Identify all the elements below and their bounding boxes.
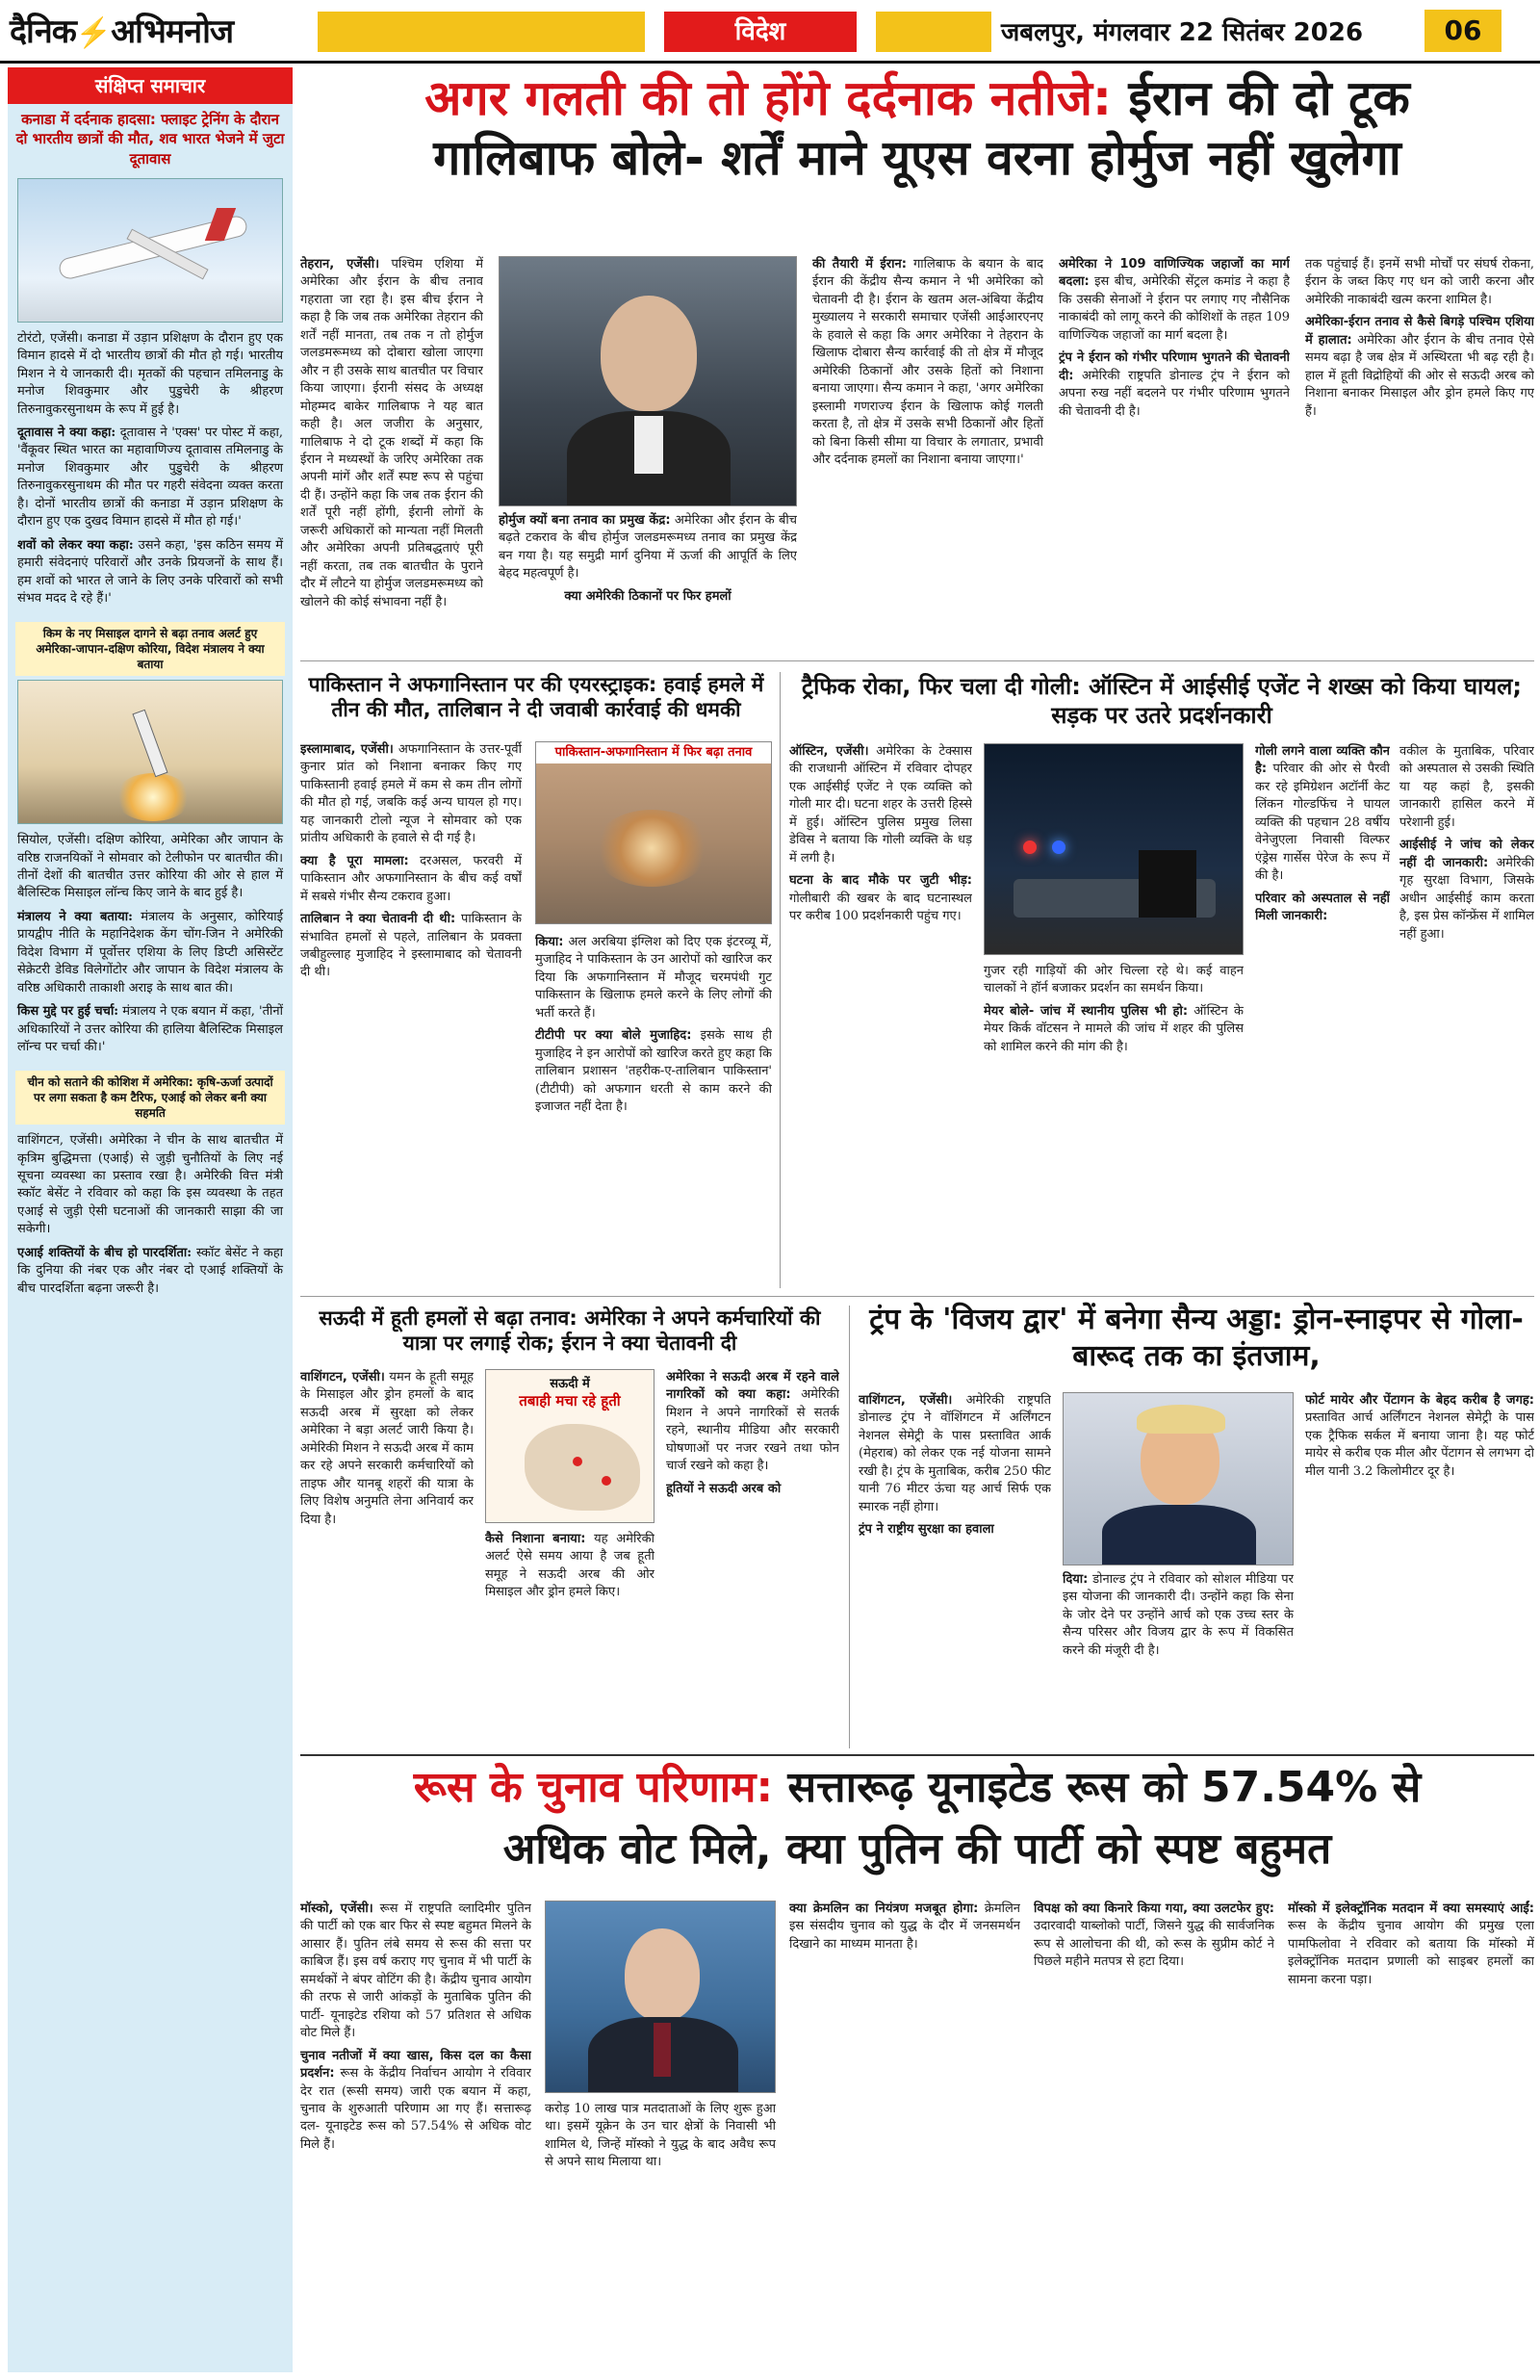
saudi-headline: सऊदी में हूती हमलों से बढ़ा तनाव: अमेरिका ने अपने कर्मचारियों की यात्रा पर लगाई रोक; ईरान ने क्या चेतावनी दी <box>319 1306 821 1356</box>
missile-launch-photo <box>17 680 283 824</box>
map-marker-icon <box>602 1476 611 1486</box>
sidebar-story1-body <box>8 326 293 618</box>
lead-sub-hormuz-text: अमेरिका और ईरान के बीच बढ़ते टकराव के बीच होर्मुज जलडमरूमध्य तनाव का प्रमुख केंद्र बन गया है। यह समुद्री मार्ग दुनिया में ऊर्जा की आपूर्ति के लिए बेहद महत्वपूर्ण है। <box>499 513 797 582</box>
lead-headline-red: अगर गलती की तो होंगे दर्दनाक नतीजे: <box>424 70 1112 126</box>
sidebar-story3-para1: वाशिंगटन, एजेंसी। अमेरिका ने चीन के साथ बातचीत में कृत्रिम बुद्धिमत्ता (एआई) से जुड़ी चुनौतियों के लिए नई सूचना व्यवस्था का प्रस्ताव रखा है। अमेरिकी वित्त मंत्री स्कॉट बेसेंट ने रविवार को कहा कि इस व्यवस्था के तहत एआई से जुड़ी ऐसी घटनाओं की जानकारी साझा की जा सकेगी। <box>17 1133 283 1237</box>
newspaper-logo <box>10 8 233 52</box>
saudi-sub1-text: यह अमेरिकी अलर्ट ऐसे समय आया है जब हूती समूह ने सऊदी अरब की ओर मिसाइल और ड्रोन हमले किए। <box>485 1532 654 1600</box>
saudi-column-2 <box>485 1531 654 1745</box>
lead-col3-subhead: की तैयारी में ईरान: <box>812 257 907 272</box>
sidebar-story2-subhead2: मंत्रालय ने क्या बताया: <box>17 909 133 924</box>
saudi-sub3: हूतियों ने सऊदी अरब को <box>666 1481 782 1496</box>
austin-column-1 <box>789 743 972 1282</box>
portrait-face <box>601 296 697 411</box>
trump-column-2 <box>1063 1571 1294 1745</box>
lead-col4-subhead: अमेरिका ने 109 वाणिज्यिक जहाजों का मार्ग बदला: <box>1059 257 1290 290</box>
lead-col5-text: तक पहुंचाई हैं। इनमें सभी मोर्चों पर संघर्ष रोकना, ईरान के जब्त किए गए धन को जारी करना और अमेरिकी नाकाबंदी खत्म करना शामिल है। <box>1305 257 1534 307</box>
austin-night-scene-photo <box>984 743 1244 955</box>
putin-photo <box>545 1901 776 2093</box>
afpak-headline: पाकिस्तान ने अफगानिस्तान पर की एयरस्ट्राइक: हवाई हमले में तीन की मौत, तालिबान ने दी जवाबी कार्रवाई की धमकी <box>308 673 764 722</box>
portrait-face <box>625 1928 700 2021</box>
lead-column-1 <box>300 256 483 651</box>
lead-column-4 <box>1059 256 1290 651</box>
lead-col5-subhead: अमेरिका-ईरान तनाव से कैसे बिगड़े पश्चिम एशिया में हालात: <box>1305 315 1534 348</box>
sidebar-story1-para3: उसने कहा, 'इस कठिन समय में हमारी संवेदनाएं परिवारों और उनके प्रियजनों के साथ हैं। हम शवों को भारत ले जाने के लिए उनके परिवारों को सभी संभव मदद दे रहे हैं।' <box>17 537 284 607</box>
lead-col1-text: पश्चिम एशिया में अमेरिका और ईरान के बीच तनाव गहराता जा रहा है। इस बीच ईरान ने कहा है कि जब तक अमेरिका तेहरान की शर्तें नहीं मानता, तब तक न तो होर्मुज जलडमरूमध्य को दोबारा खोला जाएगा और न ही उसके साथ बातचीत पर विचार किया जाएगा। ईरानी संसद के अध्यक्ष मोहम्मद बाकेर गालिबाफ ने यह बात कही है। अल जजीरा के अनुसार, गालिबाफ ने दो टूक शब्दों में कहा कि ईरान ने मध्यस्थों के जरिए अमेरिका तक अपनी मांगें और शर्तें स्पष्ट रूप से पहुंचा दी हैं। उन्होंने कहा कि जब तक ईरान की शर्तें पूरी नहीं होंगी, ईरानी लोगों के जरूरी अधिकारों को मान्यता नहीं मिलती और अमेरिका अपनी प्रतिबद्धताएं पूरी नहीं करता, तब तक बातचीत के पुराने दौर में लौटने या होर्मुज जलडमरूमध्य को खोलने की कोई संभावना नहीं है। <box>300 257 483 609</box>
sidebar-brief-news <box>8 67 293 2372</box>
afpak-sub1: क्या है पूरा मामला: <box>300 853 409 868</box>
map-marker-icon <box>573 1457 582 1466</box>
trump-sub2-text: प्रस्तावित आर्च अर्लिंगटन नेशनल सेमेट्री के पास एक ट्रैफिक सर्कल में बनाया जाना है। यह फोर्ट मायेर से करीब एक मील और पेंटागन से लगभग दो मील यानी 3.2 किलोमीटर दूर है। <box>1305 1410 1534 1479</box>
section-label: विदेश <box>664 12 857 52</box>
russia-column-2 <box>545 2101 776 2372</box>
russia-sub4-text: रूस के केंद्रीय चुनाव आयोग की प्रमुख एला पामफिलोवा ने रविवार को बताया कि मॉस्को में इलेक्ट्रॉनिक मतदान प्रणाली को साइबर हमलों का सामना करना पड़ा। <box>1288 1919 1534 1987</box>
police-light <box>1023 841 1037 854</box>
lead-col4-text: इस बीच, अमेरिकी सेंट्रल कमांड ने कहा है कि उसकी सेनाओं ने ईरान पर लगाए गए नौसैनिक नाकाबंदी को लागू करने की कोशिशों के तहत 109 वाणिज्यिक जहाजों का मार्ग बदला है। <box>1059 274 1290 343</box>
afpak-column-2 <box>535 934 772 1281</box>
russia-column-1 <box>300 1901 531 2372</box>
trump-column-1 <box>859 1392 1051 1745</box>
afpak-sub2-text: पाकिस्तान के संभावित हमलों से पहले, तालिबान के प्रवक्ता जबीहुल्लाह मुजाहिद ने इस्लामाबाद को चेतावनी दी थी। <box>300 912 522 980</box>
sidebar-story2-body <box>8 828 293 1066</box>
logo-part1: दैनिक <box>10 13 76 51</box>
sidebar-story2-para1: सियोल, एजेंसी। दक्षिण कोरिया, अमेरिका और जापान के वरिष्ठ राजनयिकों ने सोमवार को टेलीफोन पर बातचीत की। तीनों देशों की बातचीत उत्तर कोरिया की ओर से हाल में बैलिस्टिक मिसाइल लॉन्च किए जाने के बाद हुई है। <box>17 833 283 901</box>
trump-column-3 <box>1305 1392 1534 1745</box>
sidebar-story3-body <box>8 1128 293 1307</box>
lead-col4-text2: अमेरिकी राष्ट्रपति डोनाल्ड ट्रंप ने ईरान को अपना रुख नहीं बदलने पर गंभीर परिणाम भुगतने की चेतावनी दी है। <box>1059 368 1290 419</box>
divider <box>300 1754 1534 1756</box>
sidebar-story1-subhead3: शवों को लेकर क्या कहा: <box>17 537 134 553</box>
austin-photo-caption: गुजर रही गाड़ियों की ओर चिल्ला रहे थे। कई वाहन चालकों ने हॉर्न बजाकर प्रदर्शन का समर्थन किया। <box>984 964 1244 996</box>
austin-column-4 <box>1399 743 1534 1282</box>
austin-column-3 <box>1255 743 1390 1282</box>
afpak-sub3: टीटीपी पर क्या बोले मुजाहिद: <box>535 1028 692 1044</box>
afpak-caption-lead: किया: <box>535 935 564 949</box>
portrait-suit <box>1102 1505 1256 1565</box>
russia-column-3 <box>789 1901 1020 2372</box>
russia-sub2: क्या क्रेमलिन का नियंत्रण मजबूत होगा: <box>789 1901 979 1916</box>
russia-text: रूस में राष्ट्रपति व्लादिमीर पुतिन की पार्टी को एक बार फिर से स्पष्ट बहुमत मिलने के आसार हैं। पुतिन लंबे समय से रूस की सत्ता पर काबिज हैं। इस वर्ष कराए गए चुनाव में भी पार्टी के समर्थकों ने बंपर वोटिंग की है। केंद्रीय चुनाव आयोग की तरफ से जारी आंकड़ों के मुताबिक पुतिन की पार्टी- यूनाइटेड रशिया को 57 प्रतिशत से अधिक वोट मिले हैं। <box>300 1901 531 2041</box>
trump-dateline: वाशिंगटन, एजेंसी। <box>859 1393 953 1408</box>
portrait-tie <box>654 2023 671 2077</box>
afpak-text: अफगानिस्तान के उत्तर-पूर्वी कुनार प्रांत को निशाना बनाकर किए गए पाकिस्तानी हवाई हमले में कम से कम तीन लोगों की मौत हो गई, जबकि कई अन्य घायल हो गए। यह जानकारी टोलो न्यूज ने सोमवार को एक प्रांतीय अधिकारी के हवाले से दी गई है। <box>300 742 522 846</box>
trump-headline: ट्रंप के 'विजय द्वार' में बनेगा सैन्य अड्डा: ड्रोन-स्नाइपर से गोला-बारूद तक का इंतजाम, <box>869 1303 1524 1373</box>
sidebar-story3-subhead2: एआई शक्तियों के बीच हो पारदर्शिता: <box>17 1245 192 1260</box>
lead-col4-subhead2: ट्रंप ने ईरान को गंभीर परिणाम भुगतने की चेतावनी दी: <box>1059 350 1290 383</box>
lead-headline-line2: गालिबाफ बोले- शर्तें माने यूएस वरना होर्मुज नहीं खुलेगा <box>433 130 1401 186</box>
sidebar-story1-para1: टोरंटो, एजेंसी। कनाडा में उड़ान प्रशिक्षण के दौरान हुए एक विमान हादसे में दो भारतीय छात्रों की मौत हो गई। भारतीय मिशन ने ये जानकारी दी। मृतकों की पहचान तमिलनाडु के मनोज शिवकुमार और पुडुचेरी के श्रीहरण तिरुनावुकरसुनाथम के रूप में हुई है। <box>17 330 283 417</box>
austin-sub4-text: वकील के मुताबिक, परिवार को अस्पताल से उसकी स्थिति या यह कहां है, इसकी जानकारी हासिल करने में परेशानी हुई। <box>1399 744 1534 830</box>
afpak-caption: अल अरबिया इंग्लिश को दिए एक इंटरव्यू में, मुजाहिद ने पाकिस्तान के उन आरोपों को खारिज कर दिया कि अफगानिस्तान में मौजूद चरमपंथी गुट पाकिस्तान के खिलाफ हमले करने के लिए लोगों की भर्ती करते हैं। <box>535 935 772 1021</box>
page-number: 06 <box>1424 10 1502 52</box>
sidebar-story1-subhead2: दूतावास ने क्या कहा: <box>17 426 116 441</box>
portrait-hair <box>1137 1405 1225 1434</box>
austin-text: अमेरिका के टेक्सास की राजधानी ऑस्टिन में रविवार दोपहर एक आईसीई एजेंट ने एक व्यक्ति को गोली मार दी। घटना शहर के उत्तरी हिस्से में हुई। ऑस्टिन पुलिस प्रमुख लिसा डेविस ने बताया कि गोली व्यक्ति के धड़ में लगी है। <box>789 744 972 866</box>
afpak-strike-photo <box>535 741 772 924</box>
lead-sub-hormuz: होर्मुज क्यों बना तनाव का प्रमुख केंद्र: <box>499 513 671 528</box>
austin-sub3-text: परिवार की ओर से पैरवी कर रहे इमिग्रेशन अटॉर्नी केट लिंकन गोल्डफिंच ने घायल व्यक्ति की पहचान 28 वर्षीय वेनेजुएला निवासी विल्फर एंड्रेस गार्सेस पेरेज के रूप में की है। <box>1255 762 1390 884</box>
logo-part2: अभिमनोज <box>111 13 234 51</box>
saudi-column-1 <box>300 1369 474 1745</box>
russia-col2-text: करोड़ 10 लाख पात्र मतदाताओं के लिए शुरू हुआ था। इसमें यूक्रेन के उन चार क्षेत्रों के निवासी भी शामिल थे, जिन्हें मॉस्को ने युद्ध के बाद अवैध रूप से अपने साथ मिलाया था। <box>545 2102 776 2170</box>
divider <box>300 660 1534 661</box>
austin-dateline: ऑस्टिन, एजेंसी। <box>789 744 869 759</box>
sidebar-story2-para3: मंत्रालय ने एक बयान में कहा, 'तीनों अधिकारियों ने उत्तर कोरिया की हालिया बैलिस्टिक मिसाइल लॉन्च पर चर्चा की।' <box>17 1004 283 1055</box>
austin-sub2-text: ऑस्टिन के मेयर किर्क वॉटसन ने मामले की जांच में शहर की पुलिस को शामिल करने की मांग की है। <box>984 1003 1244 1054</box>
dateline: जबलपुर, मंगलवार 22 सितंबर 2026 <box>1001 18 1364 47</box>
russia-headline-red: रूस के चुनाव परिणाम: <box>413 1763 774 1812</box>
trump-sub2: फोर्ट मायेर और पेंटागन के बेहद करीब है जगह: <box>1305 1393 1534 1408</box>
sidebar-header: संक्षिप्त समाचार <box>8 67 293 104</box>
russia-headline-line2: अधिक वोट मिले, क्या पुतिन की पार्टी को स्पष्ट बहुमत <box>502 1824 1332 1874</box>
russia-sub4: मॉस्को में इलेक्ट्रॉनिक मतदान में क्या समस्याएं आईं: <box>1288 1901 1534 1916</box>
lead-headline-line1 <box>300 71 1534 127</box>
austin-sub5-text: अमेरिकी गृह सुरक्षा विभाग, जिसके अधीन आईसीई काम करता है, इस प्रेस कॉन्फ्रेंस में शामिल नहीं हुआ। <box>1399 855 1534 942</box>
sidebar-story3-headline: चीन को सताने की कोशिश में अमेरिका: कृषि-ऊर्जा उत्पादों पर लगा सकता है कम टैरिफ, एआई को लेकर बनी क्या सहमति <box>15 1071 285 1125</box>
decorative-strip-left <box>318 12 645 52</box>
austin-column-2 <box>984 963 1244 1282</box>
russia-sub3-text: उदारवादी याब्लोको पार्टी, जिसने युद्ध की सार्वजनिक रूप से आलोचना की थी, को रूस के सुप्रीम कोर्ट ने पिछले महीने मतपत्र से हटा दिया। <box>1034 1919 1274 1970</box>
lead-headline-black: ईरान की दो टूक <box>1128 70 1410 126</box>
saudi-dateline: वाशिंगटन, एजेंसी। <box>300 1370 385 1384</box>
russia-sub3: विपक्ष को क्या किनारे किया गया, क्या उलटफेर हुए: <box>1034 1901 1274 1916</box>
saudi-sub1: कैसे निशाना बनाया: <box>485 1532 586 1546</box>
divider <box>780 672 781 1288</box>
lightning-icon: ⚡ <box>75 16 112 50</box>
lead-photo-caption: क्या अमेरिकी ठिकानों पर फिर हमलों <box>564 588 732 604</box>
russia-column-4 <box>1034 1901 1274 2372</box>
police-light <box>1052 841 1065 854</box>
russia-sub1: चुनाव नतीजों में क्या खास, किस दल का कैसा प्रदर्शन: <box>300 2048 531 2082</box>
sidebar-story2-headline: किम के नए मिसाइल दागने से बढ़ा तनाव अलर्ट हुए अमेरिका-जापान-दक्षिण कोरिया, विदेश मंत्रालय ने क्या बताया <box>15 622 285 677</box>
afpak-dateline: इस्लामाबाद, एजेंसी। <box>300 742 394 757</box>
sidebar-story1-para2: दूतावास ने 'एक्स' पर पोस्ट में कहा, 'वैंकूवर स्थित भारत का महावाणिज्य दूतावास तमिलनाडु के मनोज शिवकुमार और पुडुचेरी के श्रीहरण तिरुनावुकरसुनाथम की मौत पर गहरी संवेदना व्यक्त करता है। दोनों भारतीय छात्रों की कनाडा में उड़ान प्रशिक्षण के दौरान हुए एक दुखद विमान हादसे में मौत हो गई।' <box>17 426 283 530</box>
austin-sub1-text: गोलीबारी की खबर के बाद घटनास्थल पर करीब 100 प्रदर्शनकारी पहुंच गए। <box>789 891 972 924</box>
austin-sub5: आईसीई ने जांच को लेकर नहीं दी जानकारी: <box>1399 838 1534 870</box>
sidebar-story2-para2: मंत्रालय के अनुसार, कोरियाई प्रायद्वीप नीति के महानिदेशक केंग चोंग-जिन ने अमेरिकी विदेश विभाग में पूर्वोत्तर एशिया के लिए डिप्टी असिस्टेंट सेक्रेटरी डेविड विलेगोंटोर और जापान के विदेश मंत्रालय के वरिष्ठ अधिकारी ताकाशी अराइ के साथ बात की। <box>17 909 283 996</box>
decorative-strip-right <box>876 12 991 52</box>
sidebar-story1-headline: कनाडा में दर्दनाक हादसा: फ्लाइट ट्रेनिंग के दौरान दो भारतीय छात्रों की मौत, शव भारत भेजने में जुटा दूतावास <box>15 111 285 168</box>
austin-sub3: गोली लगने वाला व्यक्ति कौन है: <box>1255 744 1390 777</box>
lead-column-5 <box>1305 256 1534 651</box>
lead-column-3 <box>812 256 1043 651</box>
lead-column-2 <box>499 256 797 651</box>
afpak-sub2: तालिबान ने क्या चेतावनी दी थी: <box>300 912 456 927</box>
main-content <box>300 67 1534 2372</box>
divider <box>849 1306 850 1748</box>
trump-caption-lead: दिया: <box>1063 1572 1089 1587</box>
crowd-silhouette <box>1139 850 1196 918</box>
afpak-photo-label: पाकिस्तान-अफगानिस्तान में फिर बढ़ा तनाव <box>536 742 771 763</box>
map-shape <box>525 1424 640 1511</box>
lead-dateline: तेहरान, एजेंसी। <box>300 257 379 272</box>
saudi-houthi-map-graphic <box>485 1369 654 1523</box>
explosion-smoke <box>594 810 709 887</box>
masthead <box>0 0 1540 64</box>
lead-col5-text2: अमेरिका और ईरान के बीच तनाव ऐसे समय बढ़ा है जब क्षेत्र में अस्थिरता भी बढ़ रही है। हाल में हूती विद्रोहियों की ओर से सऊदी अरब को निशाना बनाकर मिसाइल और ड्रोन हमले किए गए हैं। <box>1305 332 1534 419</box>
afpak-sub1-text: दरअसल, फरवरी में पाकिस्तान और अफगानिस्तान के बीच कई वर्षों में सबसे गंभीर सैन्य टकराव हुआ। <box>300 853 522 904</box>
russia-dateline: मॉस्को, एजेंसी। <box>300 1901 373 1916</box>
portrait-shirt <box>634 416 663 474</box>
russia-sub1-text: रूस के केंद्रीय निर्वाचन आयोग ने रविवार देर रात (रूसी समय) जारी एक बयान में कहा, चुनाव के शुरुआती परिणाम आ गए हैं। सत्तारूढ़ दल- यूनाइटेड रूस को 57.54% से अधिक वोट मिले हैं। <box>300 2066 531 2152</box>
trump-text: अमेरिकी राष्ट्रपति डोनाल्ड ट्रंप ने वॉशिंगटन में अर्लिंगटन नेशनल सेमेट्री के पास प्रस्तावित आर्क (मेहराब) को लेकर एक नई योजना सामने रखी है। ट्रंप के मुताबिक, करीब 250 फीट यानी 76 मीटर ऊंचा यह आर्च सिर्फ एक स्मारक नहीं होगा। <box>859 1393 1051 1514</box>
sidebar-story2-subhead3: किस मुद्दे पर हुई चर्चा: <box>17 1004 119 1020</box>
divider <box>300 1296 1534 1297</box>
saudi-text: यमन के हूती समूह के मिसाइल और ड्रोन हमलों के बाद सऊदी अरब में सुरक्षा को लेकर अमेरिका ने बड़ा अलर्ट जारी किया है। अमेरिकी मिशन ने सऊदी अरब में काम कर रहे अपने सरकारी कर्मचारियों को ताइफ और यानबू शहरों की यात्रा के लिए विशेष अनुमति लेना अनिवार्य कर दिया है। <box>300 1370 474 1527</box>
trump-caption: डोनाल्ड ट्रंप ने रविवार को सोशल मीडिया पर इस योजना की जानकारी दी। उन्होंने कहा कि सेना के जोर देने पर उन्होंने आर्च को एक उच्च स्तर के सैन्य परिसर और विजय द्वार के रूप में विकसित करने की मंजूरी दी है। <box>1063 1572 1294 1658</box>
austin-sub2: मेयर बोले- जांच में स्थानीय पुलिस भी हो: <box>984 1003 1189 1019</box>
austin-sub4: परिवार को अस्पताल से नहीं मिली जानकारी: <box>1255 891 1390 924</box>
saudi-column-3 <box>666 1369 839 1745</box>
airplane-photo <box>17 178 283 323</box>
austin-headline: ट्रैफिक रोका, फिर चला दी गोली: ऑस्टिन में आईसीई एजेंट ने शख्स को किया घायल; सड़क पर उतरे प्रदर्शनकारी <box>801 673 1523 729</box>
russia-headline-line1 <box>300 1764 1534 1813</box>
russia-column-5 <box>1288 1901 1534 2372</box>
saudi-graphic-title-1: सऊदी में <box>550 1377 590 1391</box>
trump-photo <box>1063 1392 1294 1565</box>
saudi-sub2: अमेरिका ने सऊदी अरब में रहने वाले नागरिकों को क्या कहा: <box>666 1370 839 1403</box>
afpak-sub3-text: इसके साथ ही मुजाहिद ने इन आरोपों को खारिज करते हुए कहा कि तालिबान प्रशासन 'तहरीक-ए-तालिबान पाकिस्तान' (टीटीपी) को अफगान धरती से काम करने की इजाजत नहीं देता है। <box>535 1028 772 1115</box>
trump-sub1: ट्रंप ने राष्ट्रीय सुरक्षा का हवाला <box>859 1522 994 1538</box>
ghalibaf-photo <box>499 256 797 506</box>
saudi-sub2-text: अमेरिकी मिशन ने अपने नागरिकों से सतर्क रहने, स्थानीय मीडिया और सरकारी घोषणाओं पर नजर रखने तथा फोन चार्ज रखने को कहा है। <box>666 1387 839 1474</box>
lead-col3-text: गालिबाफ के बयान के बाद ईरान की केंद्रीय सैन्य कमान ने भी अमेरिका को चेतावनी दी है। ईरान के खतम अल-अंबिया केंद्रीय मुख्यालय ने सरकारी समाचार एजेंसी आईआरएनए के हवाले से कहा कि अगर अमेरिका ने तेहरान के खिलाफ दोबारा सैन्य कार्रवाई की तो क्षेत्र में मौजूद अमेरिकी ठिकानों और उसके हितों को निशाना बनाया जाएगा। सैन्य कमान ने कहा, 'अगर अमेरिका इस्लामी गणराज्य ईरान के खिलाफ कोई गलती करता है, तो क्षेत्र में उसके सभी ठिकानों और हितों को बिना किसी सीमा या विचार के लगातार, प्रभावी और दर्दनाक हमलों का निशाना बनाया जाएगा।' <box>812 257 1043 467</box>
sidebar-story3-para2: स्कॉट बेसेंट ने कहा कि दुनिया की नंबर एक और नंबर दो एआई शक्तियों के बीच पारदर्शिता बढ़ना जरूरी है। <box>17 1245 283 1296</box>
austin-sub1: घटना के बाद मौके पर जुटी भीड़: <box>789 873 972 889</box>
afpak-column-1 <box>300 741 522 1281</box>
saudi-graphic-title-2: तबाही मचा रहे हूती <box>519 1392 621 1410</box>
russia-sub2-text: क्रेमलिन इस संसदीय चुनाव को युद्ध के दौर में जनसमर्थन दिखाने का माध्यम मानता है। <box>789 1901 1020 1952</box>
russia-headline-black: सत्तारूढ़ यूनाइटेड रूस को 57.54% से <box>787 1763 1422 1812</box>
